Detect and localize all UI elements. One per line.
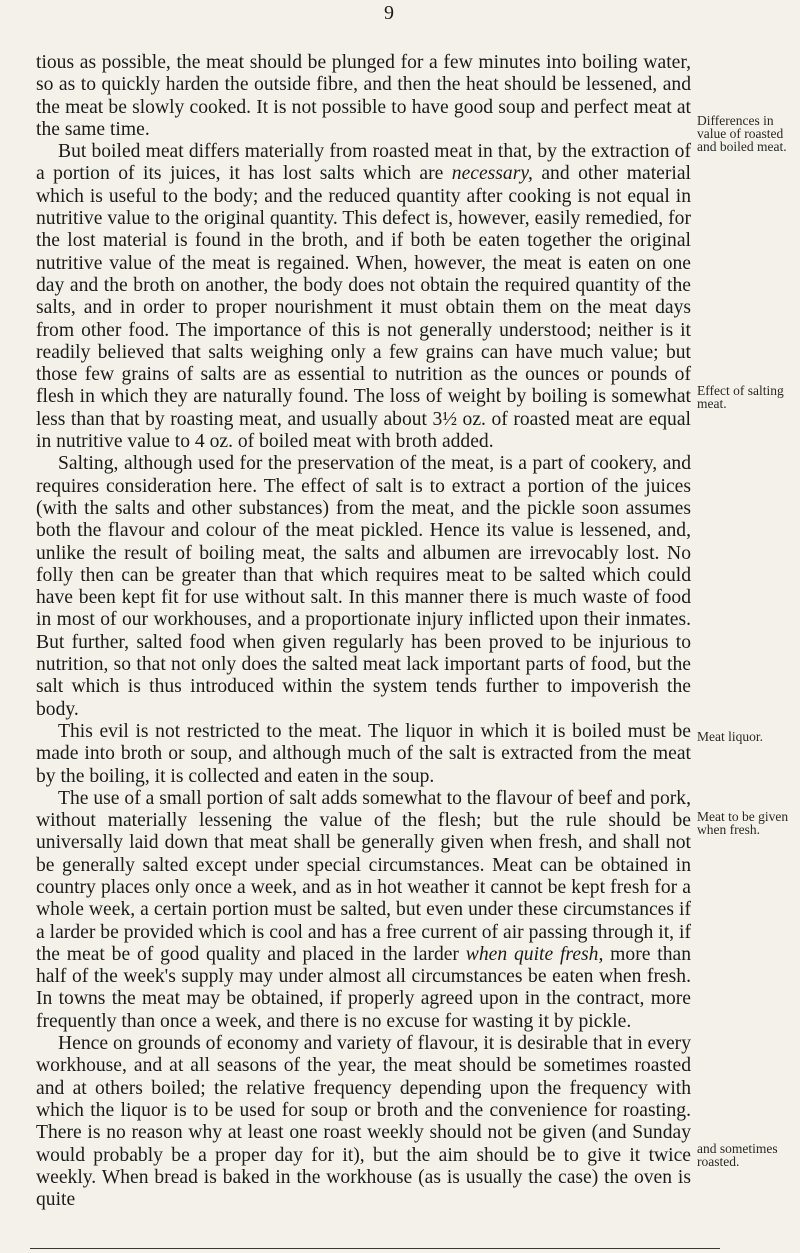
paragraph-text: Salting, although used for the preservation of the meat, is a part of cookery, and requires consideration here. The effect of salt is to extract a portion of the juices (with the salts and other substances) from the meat, and the pickle soon assumes both the flavour and colour of the meat pickled. Hence its value is lessened, and, unlike the result of boiling meat, the salts and albumen are irrevocably lost. No folly then can be greater than that which requires meat to be salted which could have been kept fit for use without salt. In this manner there is much waste of food in most of our workhouses, and a proportionate injury inflicted upon their inmates. But further, salted food when given regularly has been proved to be injurious to nutrition, so that not only does the salted meat lack important parts of food, but the salt which is thus introduced within the system tends further to impoverish the body. [36,453,691,720]
paragraph-text: But boiled meat differs materially from roasted meat in that, by the extraction of a portion of its juices, it has lost salts which are [36,141,691,185]
paragraph [36,1033,691,1211]
margin-note: Meat liquor. [697,729,763,744]
paragraph-text: tious as possible, the meat should be plunged for a few minutes into boiling water, so as to quickly harden the outside fibre, and then the heat should be lessened, and the meat be slowly cooked. It is not possible to have good soup and perfect meat at the same time. [36,52,691,140]
emphasis: when quite fresh, [465,943,604,965]
paragraph-text: more than half of the week's supply may under almost all circumstances be eaten when fresh. In towns the meat may be obtained, if properly agreed upon in the contract, more frequently than once a week, and there is no excuse for wasting it by pickle. [36,943,691,1032]
margin-note: Effect of salting meat. [697,383,784,411]
body-text [36,52,691,1211]
margin-note: and sometimes roasted. [697,1141,778,1169]
margin-note: Differences in value of roasted and boiled meat. [697,113,787,154]
paragraph-text: The use of a small portion of salt adds somewhat to the flavour of beef and pork, without materially lessening the value of the flesh; but the rule should be universally laid down that meat shall be generally given when fresh, and shall not be generally salted except under special circumstances. Meat can be obtained in country places only once a week, and as in hot weather it cannot be kept fresh for a whole week, a certain portion must be salted, but even under these circumstances if a larder be provided which is cool and has a free current of air passing through it, if the meat be of good quality and placed in the larder [36,787,691,965]
page-number: 9 [384,2,394,24]
paragraph-text: and other material which is useful to the body; and the reduced quantity after cooking is not equal in nutritive value to the original quantity. This defect is, however, easily remedied, for the lost material is found in the broth, and if both be eaten together the original nutritive value of the meat is regained. When, however, the meat is eaten on one day and the broth on another, the body does not obtain the required quantity of the salts, and in order to proper nourishment it must obtain them on the meat days from other food. The importance of this is not generally understood; neither is it readily believed that salts weighing only a few grains can have much value; but those few grains of salts are as essential to nutrition as the ounces or pounds of flesh in which they are naturally found. The loss of weight by boiling is somewhat less than that by roasting meat, and usually about 3½ oz. of roasted meat are equal in nutritive value to 4 oz. of boiled meat with broth added. [36,163,691,453]
margin-note: Meat to be given when fresh. [697,809,789,837]
page-bottom-rule [30,1248,720,1249]
paragraph-text: This evil is not restricted to the meat. The liquor in which it is boiled must be made into broth or soup, and although much of the salt is extracted from the meat by the boiling, it is collected and eaten in the soup. [36,720,691,787]
paragraph [36,453,691,721]
paragraph [36,52,691,141]
paragraph-text: Hence on grounds of economy and variety of flavour, it is desirable that in every workhouse, and at all seasons of the year, the meat should be sometimes roasted and at others boiled; the relative frequency depending upon the frequency with which the liquor is to be used for soup or broth and the convenience for roasting. There is no reason why at least one roast weekly should not be given (and Sunday would probably be a proper day for it), but the aim should be to give it twice weekly. When bread is baked in the workhouse (as is usually the case) the oven is quite [36,1033,691,1211]
emphasis: necessary, [451,163,533,185]
paragraph [36,788,691,1033]
paragraph [36,141,691,453]
paragraph [36,721,691,788]
